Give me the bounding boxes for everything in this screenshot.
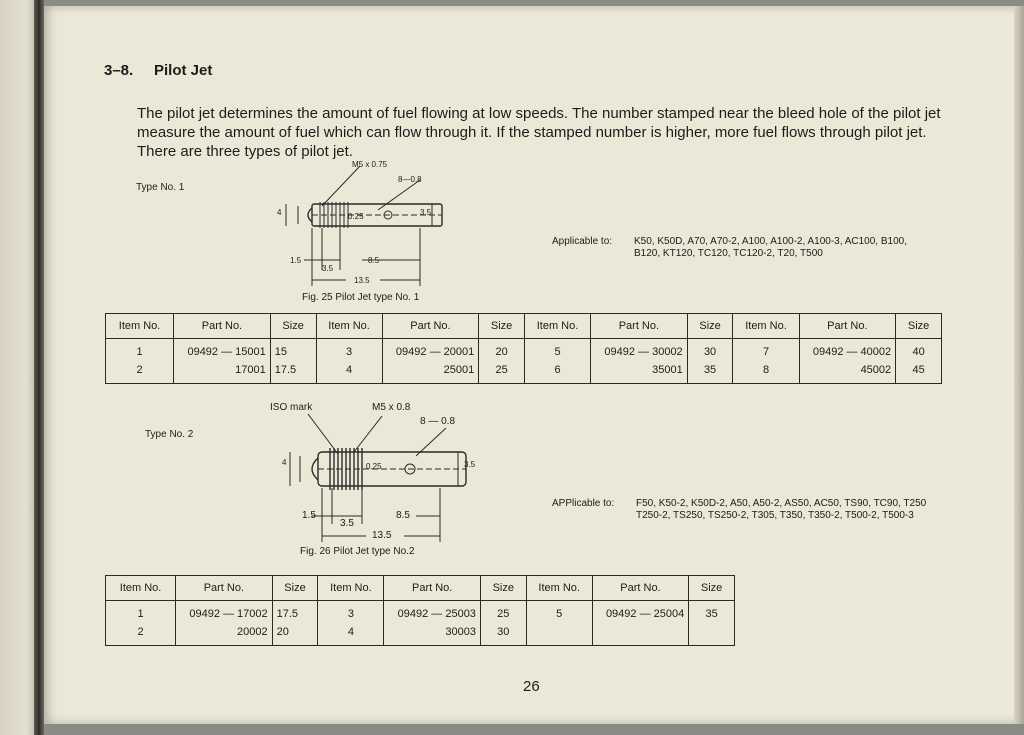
intro-line: There are three types of pilot jet. — [137, 143, 353, 160]
col-header: Item No. — [318, 576, 384, 601]
parts-table-type2 — [105, 575, 735, 646]
cell: 2 — [106, 361, 174, 384]
col-header: Item No. — [106, 576, 176, 601]
cell: 2 — [106, 623, 176, 646]
section-title: Pilot Jet — [154, 62, 213, 79]
cell: 8 — [733, 361, 799, 384]
fig26-caption: Fig. 26 Pilot Jet type No.2 — [300, 546, 415, 557]
cell — [592, 623, 689, 646]
cell: 3 — [316, 339, 382, 362]
type1-b-dim: 8.5 — [368, 256, 380, 265]
col-header: Part No. — [591, 314, 688, 339]
cell: 3 — [318, 601, 384, 624]
cell: 25 — [480, 601, 526, 624]
type2-applicable-label: APPlicable to: — [552, 498, 615, 509]
cell: 20002 — [176, 623, 273, 646]
col-header: Part No. — [384, 576, 481, 601]
col-header: Part No. — [176, 576, 273, 601]
cell: 30003 — [384, 623, 481, 646]
applicable-line: F50, K50-2, K50D-2, A50, A50-2, AS50, AC50, TS90, TC90, T250 — [636, 498, 927, 509]
cell: 25001 — [382, 361, 479, 384]
page-stack-edge — [1014, 6, 1024, 724]
parts-table-type1 — [105, 313, 942, 384]
cell: 30 — [687, 339, 733, 362]
type1-tip-dim: 3.5 — [420, 208, 432, 217]
type1-diam-dim: 4 — [277, 208, 282, 217]
type1-label: Type No. 1 — [136, 182, 185, 193]
cell — [526, 623, 592, 646]
type2-thread-dim: M5 x 0.8 — [372, 402, 411, 413]
type1-thread-dim: M5 x 0.75 — [352, 160, 388, 169]
type2-total-dim: 13.5 — [372, 530, 392, 541]
applicable-line: B120, KT120, TC120, TC120-2, T20, T500 — [634, 248, 823, 259]
fig25-caption: Fig. 25 Pilot Jet type No. 1 — [302, 292, 420, 303]
type2-a-dim: 3.5 — [340, 518, 354, 529]
cell: 5 — [526, 601, 592, 624]
type1-bleed-dim: 8—0.8 — [398, 175, 422, 184]
col-header: Part No. — [174, 314, 271, 339]
col-header: Item No. — [526, 576, 592, 601]
col-header: Size — [687, 314, 733, 339]
table-header-row — [106, 576, 735, 601]
type1-applicable-label: Applicable to: — [552, 236, 613, 247]
col-header: Item No. — [733, 314, 799, 339]
cell: 4 — [318, 623, 384, 646]
cell — [689, 623, 735, 646]
iso-mark-label: ISO mark — [270, 402, 313, 413]
page-number: 26 — [523, 678, 540, 695]
intro-line: measure the amount of fuel which can flow through it. If the stamped number is higher, more fuel flows through pilot jet. — [137, 124, 927, 141]
cell: 09492 — 40002 — [799, 339, 896, 362]
facing-page-edge — [0, 0, 38, 735]
cell: 09492 — 25004 — [592, 601, 689, 624]
type2-seat-dim: 0.25 — [366, 462, 382, 471]
col-header: Part No. — [799, 314, 896, 339]
cell: 45002 — [799, 361, 896, 384]
table-row — [106, 339, 942, 362]
table-row — [106, 601, 735, 624]
cell: 17.5 — [270, 361, 316, 384]
col-header: Size — [270, 314, 316, 339]
col-header: Size — [480, 576, 526, 601]
type2-jet-drawing — [270, 412, 480, 547]
cell: 35001 — [591, 361, 688, 384]
cell: 1 — [106, 601, 176, 624]
intro-paragraph — [137, 104, 997, 161]
col-header: Part No. — [592, 576, 689, 601]
book-spine — [34, 0, 44, 735]
cell: 20 — [479, 339, 525, 362]
table-row — [106, 623, 735, 646]
cell: 45 — [896, 361, 942, 384]
type1-seat-dim: 0.25 — [348, 212, 364, 221]
section-number: 3–8. — [104, 62, 134, 79]
cell: 4 — [316, 361, 382, 384]
table-row — [106, 361, 942, 384]
cell: 6 — [524, 361, 590, 384]
cell: 20 — [272, 623, 318, 646]
type2-offset-dim: 1.5 — [302, 510, 316, 521]
cell: 09492 — 30002 — [591, 339, 688, 362]
cell: 7 — [733, 339, 799, 362]
cell: 15 — [270, 339, 316, 362]
type1-a-dim: 3.5 — [322, 264, 334, 273]
col-header: Item No. — [106, 314, 174, 339]
cell: 5 — [524, 339, 590, 362]
type2-tip-dim: 3.5 — [464, 460, 476, 469]
applicable-line: T250-2, TS250, TS250-2, T305, T350, T350-2, T500-2, T500-3 — [636, 510, 914, 521]
cell: 30 — [480, 623, 526, 646]
type2-applicable-list — [636, 498, 926, 522]
type2-label: Type No. 2 — [145, 429, 194, 440]
type1-jet-drawing — [270, 158, 470, 293]
col-header: Size — [689, 576, 735, 601]
col-header: Size — [272, 576, 318, 601]
type2-bleed-dim: 8 — 0.8 — [420, 416, 456, 427]
intro-line: The pilot jet determines the amount of fuel flowing at low speeds. The number stamped near the bleed hole of the pilot jet — [137, 105, 941, 122]
type1-offset-dim: 1.5 — [290, 256, 302, 265]
applicable-line: K50, K50D, A70, A70-2, A100, A100-2, A100-3, AC100, B100, — [634, 236, 907, 247]
cell: 09492 — 15001 — [174, 339, 271, 362]
col-header: Size — [479, 314, 525, 339]
col-header: Size — [896, 314, 942, 339]
cell: 09492 — 25003 — [384, 601, 481, 624]
col-header: Item No. — [316, 314, 382, 339]
cell: 40 — [896, 339, 942, 362]
type2-diam-dim: 4 — [282, 458, 287, 467]
cell: 35 — [689, 601, 735, 624]
section-heading — [104, 62, 212, 79]
cell: 35 — [687, 361, 733, 384]
type1-applicable-list — [634, 236, 907, 260]
type1-total-dim: 13.5 — [354, 276, 370, 285]
col-header: Part No. — [382, 314, 479, 339]
cell: 1 — [106, 339, 174, 362]
cell: 25 — [479, 361, 525, 384]
col-header: Item No. — [524, 314, 590, 339]
cell: 09492 — 17002 — [176, 601, 273, 624]
cell: 17.5 — [272, 601, 318, 624]
table-header-row — [106, 314, 942, 339]
type2-b-dim: 8.5 — [396, 510, 410, 521]
cell: 17001 — [174, 361, 271, 384]
cell: 09492 — 20001 — [382, 339, 479, 362]
